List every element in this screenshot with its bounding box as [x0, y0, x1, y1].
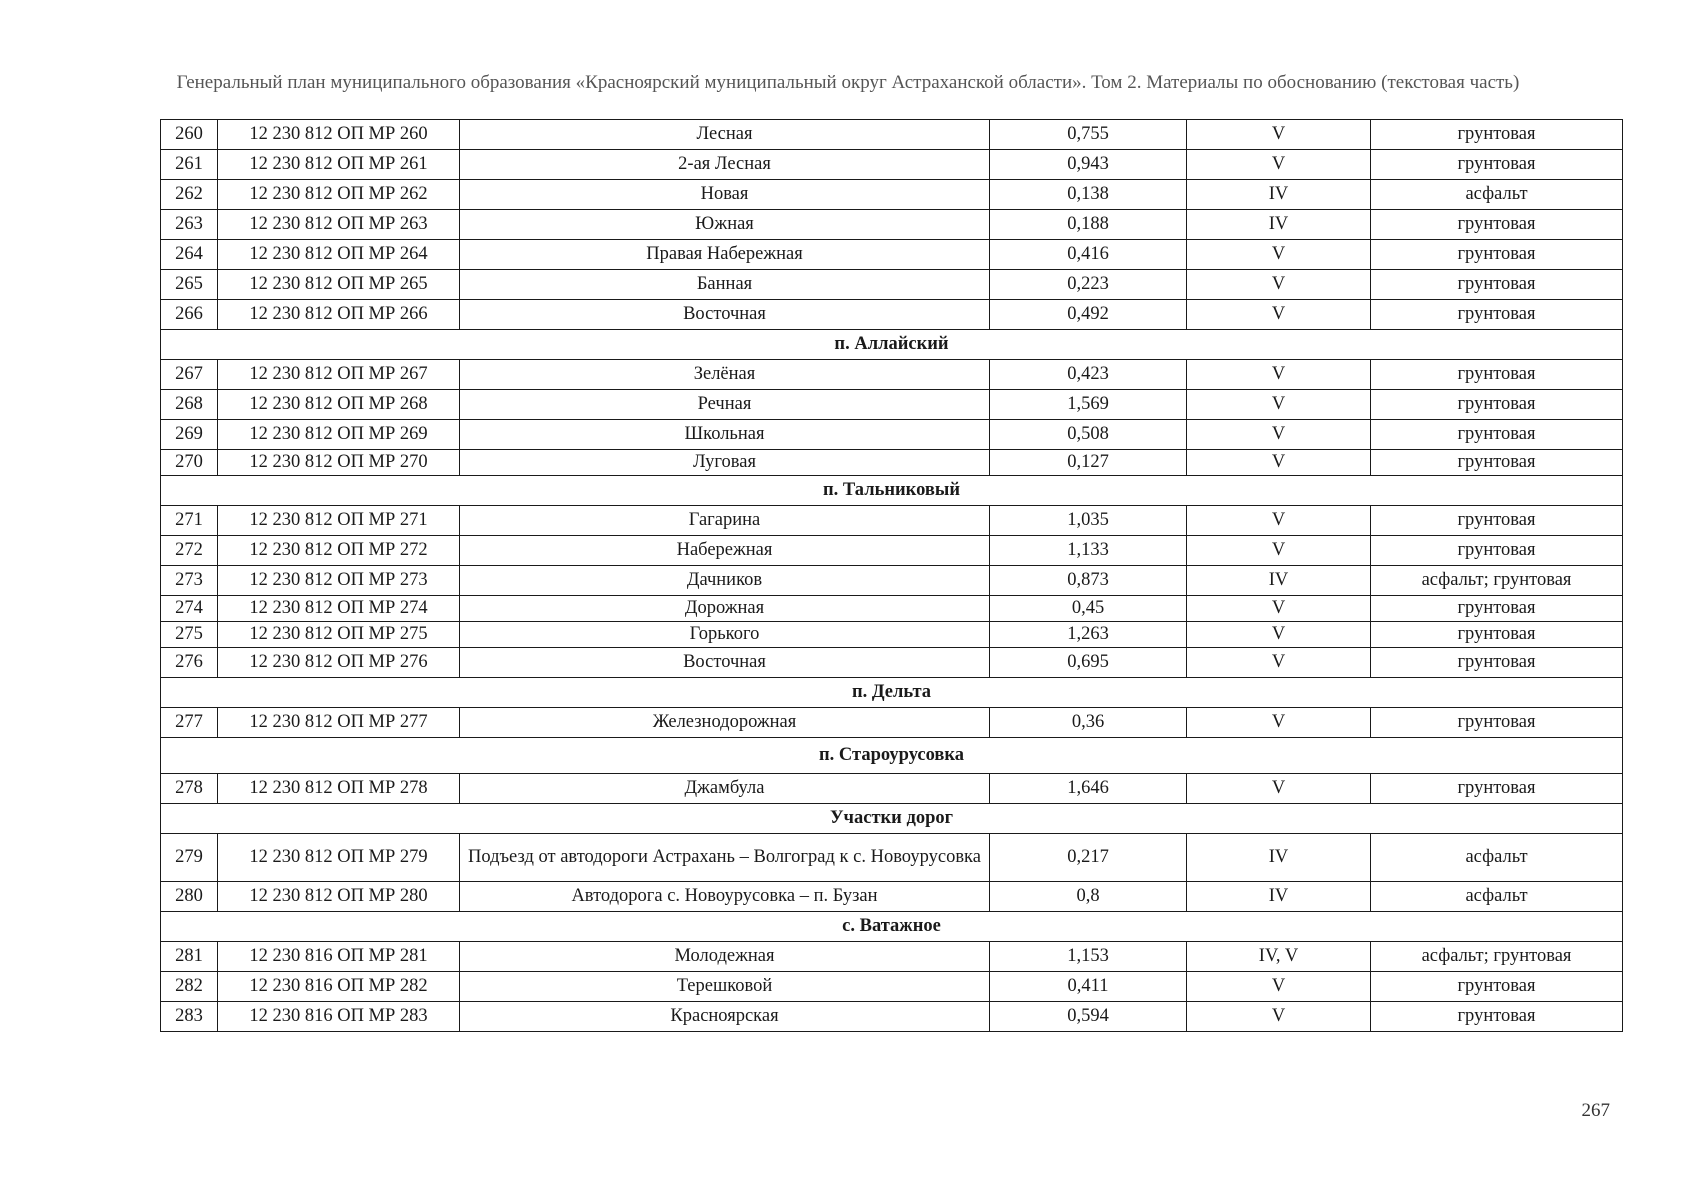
- section-row: [161, 678, 1623, 708]
- road-length-cell: 0,188: [990, 210, 1187, 240]
- section-title: с. Ватажное: [161, 912, 1623, 942]
- road-length-cell: 0,223: [990, 270, 1187, 300]
- road-name-cell: Автодорога с. Новоурусовка – п. Бузан: [460, 882, 990, 912]
- road-length-cell: 0,45: [990, 596, 1187, 622]
- row-number-cell: 273: [161, 566, 218, 596]
- row-number-cell: 265: [161, 270, 218, 300]
- road-name-cell: Дачников: [460, 566, 990, 596]
- row-number-cell: 270: [161, 450, 218, 476]
- road-id-cell: 12 230 816 ОП МР 282: [218, 972, 460, 1002]
- road-category-cell: V: [1187, 536, 1371, 566]
- table-row: [161, 1002, 1623, 1032]
- table-row: [161, 596, 1623, 622]
- road-category-cell: V: [1187, 648, 1371, 678]
- road-id-cell: 12 230 812 ОП МР 260: [218, 120, 460, 150]
- road-id-cell: 12 230 812 ОП МР 276: [218, 648, 460, 678]
- road-category-cell: V: [1187, 774, 1371, 804]
- road-id-cell: 12 230 816 ОП МР 283: [218, 1002, 460, 1032]
- road-name-cell: Горького: [460, 622, 990, 648]
- road-surface-cell: асфальт; грунтовая: [1371, 566, 1623, 596]
- section-row: [161, 330, 1623, 360]
- road-category-cell: V: [1187, 622, 1371, 648]
- road-length-cell: 0,943: [990, 150, 1187, 180]
- row-number-cell: 276: [161, 648, 218, 678]
- table-row: [161, 270, 1623, 300]
- road-name-cell: Правая Набережная: [460, 240, 990, 270]
- road-length-cell: 1,569: [990, 390, 1187, 420]
- road-surface-cell: асфальт: [1371, 882, 1623, 912]
- road-name-cell: Джамбула: [460, 774, 990, 804]
- road-category-cell: V: [1187, 150, 1371, 180]
- row-number-cell: 275: [161, 622, 218, 648]
- road-category-cell: V: [1187, 360, 1371, 390]
- road-name-cell: 2-ая Лесная: [460, 150, 990, 180]
- table-row: [161, 240, 1623, 270]
- section-title: Участки дорог: [161, 804, 1623, 834]
- road-id-cell: 12 230 812 ОП МР 268: [218, 390, 460, 420]
- road-length-cell: 1,133: [990, 536, 1187, 566]
- page-header: Генеральный план муниципального образования «Красноярский муниципальный округ Астраханской области». Том 2. Материалы по обоснованию (текстовая часть): [176, 72, 1520, 93]
- road-category-cell: V: [1187, 240, 1371, 270]
- roads-table: [160, 119, 1623, 1032]
- row-number-cell: 281: [161, 942, 218, 972]
- road-category-cell: V: [1187, 450, 1371, 476]
- road-name-cell: Школьная: [460, 420, 990, 450]
- table-row: [161, 972, 1623, 1002]
- row-number-cell: 268: [161, 390, 218, 420]
- table-row: [161, 150, 1623, 180]
- road-name-cell: Луговая: [460, 450, 990, 476]
- road-name-cell: Подъезд от автодороги Астрахань – Волгоград к с. Новоурусовка: [460, 834, 990, 882]
- road-surface-cell: грунтовая: [1371, 450, 1623, 476]
- road-length-cell: 0,755: [990, 120, 1187, 150]
- road-name-cell: Новая: [460, 180, 990, 210]
- road-surface-cell: асфальт; грунтовая: [1371, 942, 1623, 972]
- page-number: 267: [1581, 1100, 1610, 1121]
- road-name-cell: Зелёная: [460, 360, 990, 390]
- table-row: [161, 882, 1623, 912]
- road-surface-cell: грунтовая: [1371, 300, 1623, 330]
- row-number-cell: 279: [161, 834, 218, 882]
- road-id-cell: 12 230 812 ОП МР 264: [218, 240, 460, 270]
- roads-table-body: [161, 120, 1623, 1032]
- road-surface-cell: грунтовая: [1371, 774, 1623, 804]
- row-number-cell: 272: [161, 536, 218, 566]
- road-surface-cell: грунтовая: [1371, 596, 1623, 622]
- road-surface-cell: грунтовая: [1371, 648, 1623, 678]
- road-name-cell: Речная: [460, 390, 990, 420]
- table-row: [161, 120, 1623, 150]
- road-category-cell: V: [1187, 506, 1371, 536]
- road-id-cell: 12 230 812 ОП МР 272: [218, 536, 460, 566]
- table-row: [161, 536, 1623, 566]
- road-length-cell: 0,508: [990, 420, 1187, 450]
- road-length-cell: 0,695: [990, 648, 1187, 678]
- table-row: [161, 420, 1623, 450]
- road-length-cell: 0,873: [990, 566, 1187, 596]
- row-number-cell: 263: [161, 210, 218, 240]
- road-category-cell: IV: [1187, 566, 1371, 596]
- section-row: [161, 476, 1623, 506]
- road-length-cell: 0,411: [990, 972, 1187, 1002]
- road-id-cell: 12 230 812 ОП МР 279: [218, 834, 460, 882]
- road-length-cell: 0,594: [990, 1002, 1187, 1032]
- table-row: [161, 622, 1623, 648]
- table-row: [161, 566, 1623, 596]
- road-name-cell: Лесная: [460, 120, 990, 150]
- road-id-cell: 12 230 812 ОП МР 269: [218, 420, 460, 450]
- road-length-cell: 0,492: [990, 300, 1187, 330]
- road-length-cell: 1,153: [990, 942, 1187, 972]
- road-name-cell: Железнодорожная: [460, 708, 990, 738]
- section-row: [161, 738, 1623, 774]
- row-number-cell: 280: [161, 882, 218, 912]
- road-surface-cell: грунтовая: [1371, 360, 1623, 390]
- road-id-cell: 12 230 812 ОП МР 265: [218, 270, 460, 300]
- road-category-cell: V: [1187, 270, 1371, 300]
- table-row: [161, 834, 1623, 882]
- section-title: п. Аллайский: [161, 330, 1623, 360]
- row-number-cell: 262: [161, 180, 218, 210]
- road-id-cell: 12 230 816 ОП МР 281: [218, 942, 460, 972]
- road-name-cell: Красноярская: [460, 1002, 990, 1032]
- table-row: [161, 942, 1623, 972]
- road-id-cell: 12 230 812 ОП МР 275: [218, 622, 460, 648]
- road-name-cell: Восточная: [460, 648, 990, 678]
- row-number-cell: 267: [161, 360, 218, 390]
- road-name-cell: Южная: [460, 210, 990, 240]
- road-surface-cell: грунтовая: [1371, 150, 1623, 180]
- road-category-cell: V: [1187, 708, 1371, 738]
- row-number-cell: 271: [161, 506, 218, 536]
- road-length-cell: 0,127: [990, 450, 1187, 476]
- road-category-cell: V: [1187, 390, 1371, 420]
- road-name-cell: Гагарина: [460, 506, 990, 536]
- row-number-cell: 283: [161, 1002, 218, 1032]
- section-title: п. Дельта: [161, 678, 1623, 708]
- road-name-cell: Терешковой: [460, 972, 990, 1002]
- road-name-cell: Дорожная: [460, 596, 990, 622]
- road-category-cell: IV: [1187, 180, 1371, 210]
- road-id-cell: 12 230 812 ОП МР 277: [218, 708, 460, 738]
- road-surface-cell: асфальт: [1371, 180, 1623, 210]
- road-category-cell: V: [1187, 300, 1371, 330]
- road-length-cell: 0,217: [990, 834, 1187, 882]
- row-number-cell: 277: [161, 708, 218, 738]
- road-category-cell: V: [1187, 596, 1371, 622]
- road-name-cell: Набережная: [460, 536, 990, 566]
- road-category-cell: V: [1187, 1002, 1371, 1032]
- row-number-cell: 278: [161, 774, 218, 804]
- row-number-cell: 261: [161, 150, 218, 180]
- road-id-cell: 12 230 812 ОП МР 261: [218, 150, 460, 180]
- section-title: п. Староурусовка: [161, 738, 1623, 774]
- road-id-cell: 12 230 812 ОП МР 266: [218, 300, 460, 330]
- table-row: [161, 774, 1623, 804]
- road-surface-cell: грунтовая: [1371, 270, 1623, 300]
- road-category-cell: IV: [1187, 210, 1371, 240]
- road-id-cell: 12 230 812 ОП МР 278: [218, 774, 460, 804]
- road-id-cell: 12 230 812 ОП МР 273: [218, 566, 460, 596]
- road-length-cell: 0,8: [990, 882, 1187, 912]
- road-category-cell: V: [1187, 972, 1371, 1002]
- road-id-cell: 12 230 812 ОП МР 267: [218, 360, 460, 390]
- road-surface-cell: грунтовая: [1371, 506, 1623, 536]
- road-id-cell: 12 230 812 ОП МР 274: [218, 596, 460, 622]
- road-category-cell: IV: [1187, 834, 1371, 882]
- road-surface-cell: грунтовая: [1371, 120, 1623, 150]
- road-name-cell: Банная: [460, 270, 990, 300]
- road-length-cell: 1,263: [990, 622, 1187, 648]
- table-row: [161, 180, 1623, 210]
- road-id-cell: 12 230 812 ОП МР 263: [218, 210, 460, 240]
- row-number-cell: 264: [161, 240, 218, 270]
- road-length-cell: 0,36: [990, 708, 1187, 738]
- table-row: [161, 390, 1623, 420]
- road-surface-cell: асфальт: [1371, 834, 1623, 882]
- section-row: [161, 912, 1623, 942]
- road-surface-cell: грунтовая: [1371, 536, 1623, 566]
- road-id-cell: 12 230 812 ОП МР 262: [218, 180, 460, 210]
- road-length-cell: 0,416: [990, 240, 1187, 270]
- table-row: [161, 648, 1623, 678]
- road-length-cell: 1,035: [990, 506, 1187, 536]
- table-row: [161, 506, 1623, 536]
- road-category-cell: IV: [1187, 882, 1371, 912]
- road-surface-cell: грунтовая: [1371, 622, 1623, 648]
- road-id-cell: 12 230 812 ОП МР 270: [218, 450, 460, 476]
- road-category-cell: V: [1187, 420, 1371, 450]
- table-row: [161, 210, 1623, 240]
- road-length-cell: 0,423: [990, 360, 1187, 390]
- road-surface-cell: грунтовая: [1371, 1002, 1623, 1032]
- road-category-cell: V: [1187, 120, 1371, 150]
- road-surface-cell: грунтовая: [1371, 972, 1623, 1002]
- road-surface-cell: грунтовая: [1371, 210, 1623, 240]
- section-row: [161, 804, 1623, 834]
- road-id-cell: 12 230 812 ОП МР 280: [218, 882, 460, 912]
- road-surface-cell: грунтовая: [1371, 708, 1623, 738]
- row-number-cell: 282: [161, 972, 218, 1002]
- road-length-cell: 1,646: [990, 774, 1187, 804]
- table-row: [161, 450, 1623, 476]
- road-name-cell: Молодежная: [460, 942, 990, 972]
- row-number-cell: 260: [161, 120, 218, 150]
- row-number-cell: 274: [161, 596, 218, 622]
- table-row: [161, 360, 1623, 390]
- road-id-cell: 12 230 812 ОП МР 271: [218, 506, 460, 536]
- table-row: [161, 708, 1623, 738]
- road-category-cell: IV, V: [1187, 942, 1371, 972]
- road-surface-cell: грунтовая: [1371, 240, 1623, 270]
- section-title: п. Тальниковый: [161, 476, 1623, 506]
- row-number-cell: 266: [161, 300, 218, 330]
- road-surface-cell: грунтовая: [1371, 390, 1623, 420]
- road-length-cell: 0,138: [990, 180, 1187, 210]
- road-surface-cell: грунтовая: [1371, 420, 1623, 450]
- road-name-cell: Восточная: [460, 300, 990, 330]
- row-number-cell: 269: [161, 420, 218, 450]
- table-row: [161, 300, 1623, 330]
